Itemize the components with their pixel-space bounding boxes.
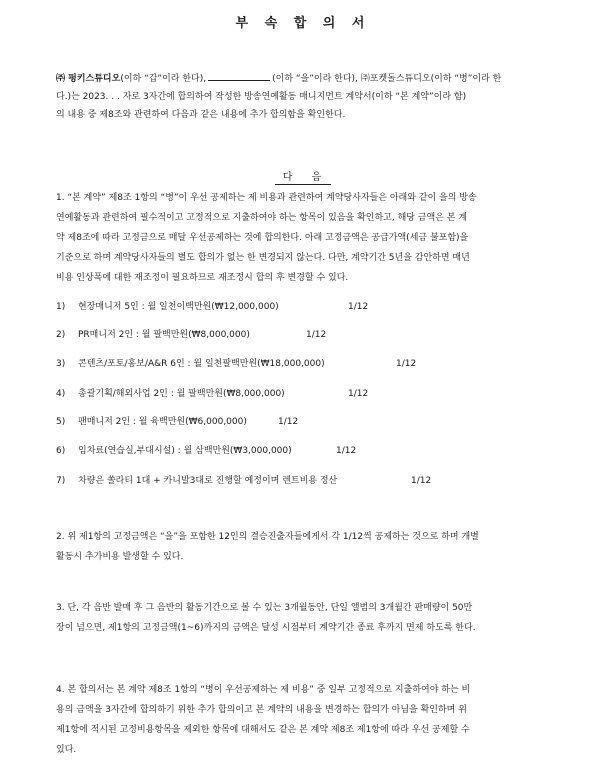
section-3 (56, 598, 576, 638)
item-number: 5) (56, 417, 66, 427)
list-item (56, 444, 576, 458)
section-1 (56, 188, 576, 288)
section-3-line: 장이 넘으면, 제1항의 고정금액(1~6)까지의 금액은 달성 시점부터 계약기간 종료 후까지 면제 하도록 한다. (56, 623, 476, 633)
intro-line-3: 의 내용 중 제8조와 관련하여 다음과 같은 내용에 추가 합의함을 확인한다. (56, 110, 346, 120)
item-number: 7) (56, 476, 66, 486)
party-b-blank (208, 70, 270, 81)
item-share: 1/12 (411, 476, 432, 486)
section-3-line: 3. 단, 각 음반 발매 후 그 음반의 활동기간으로 볼 수 있는 3개월동안, 단일 앨범의 3개월간 판매량이 50만 (56, 603, 473, 613)
section-1-line: 약 제8조에 따라 고정금으로 매달 우선공제하는 것에 합의한다. 아래 고정금액은 공급가액(세금 불포함)을 (56, 233, 469, 243)
section-4-line: 제1항에 적시된 고정비용항목을 제외한 항목에 대해서도 같은 본 계약 제8조 제1항에 따라 우선 공제할 수 (56, 725, 470, 735)
item-text: 팬매니저 2인 : 월 육백만원(₩6,000,000) (78, 417, 247, 427)
item-share: 1/12 (336, 446, 357, 456)
section-1-line: 연예활동과 관련하여 필수적이고 고정적으로 지출하여야 하는 항목이 있음을 확인하고, 해당 금액은 본 계 (56, 213, 468, 223)
blank-suffix: (이하 “을”이라 한다), ㈜포켓돌스튜디오(이하 “병”이라 한 (272, 74, 502, 84)
section-4-line: 4. 본 합의서는 본 계약 제8조 1항의 “병이 우선공제하는 제 비용” 중 일부 고정적으로 지출하여야 하는 비 (56, 685, 471, 695)
section-2-line: 2. 위 제1항의 고정금액은 “을”을 포함한 12인의 결승진출자들에게서 각 1/12씩 공제하는 것으로 하며 개별 (56, 532, 479, 542)
item-text: 콘텐츠/포토/홍보/A&R 6인 : 월 일천팔백만원(₩18,000,000) (78, 359, 325, 369)
intro-paragraph (56, 70, 576, 124)
list-item (56, 474, 576, 488)
list-item (56, 357, 576, 371)
item-text: 임차료(연습실,부대시설) : 월 삼백만원(₩3,000,000) (78, 446, 292, 456)
subtitle-text: 다 음 (275, 172, 332, 185)
section-2 (56, 527, 576, 567)
list-item (56, 328, 576, 342)
item-text: 현장매니저 5인 : 월 일천이백만원(₩12,000,000) (78, 302, 279, 312)
section-2-line: 활동시 추가비용 발생할 수 있다. (56, 552, 184, 562)
item-share: 1/12 (278, 417, 299, 427)
company-a-name: ㈜ 펑키스튜디오 (56, 74, 121, 84)
item-share: 1/12 (348, 302, 369, 312)
intro-line-1 (56, 70, 576, 88)
item-share: 1/12 (396, 359, 417, 369)
item-text: 차량은 쏠라티 1대 + 카니발3대로 진행할 예정이며 렌트비용 정산 (78, 476, 338, 486)
document-title: 부 속 합 의 서 (235, 16, 371, 31)
item-share: 1/12 (306, 330, 327, 340)
list-item (56, 300, 576, 314)
item-text: 총괄기획/해외사업 2인 : 월 팔백만원(₩8,000,000) (78, 389, 285, 399)
subtitle (0, 168, 606, 183)
item-text: PR매니저 2인 : 월 팔백만원(₩8,000,000) (78, 330, 250, 340)
section-1-line: 1. “본 계약” 제8조 1항의 “병”이 우선 공제하는 제 비용과 관련하여 계약당사자들은 아래와 같이 을의 방송 (56, 193, 477, 203)
item-number: 6) (56, 446, 66, 456)
item-number: 3) (56, 359, 66, 369)
section-1-line: 기준으로 하며 계약당사자들의 별도 합의가 없는 한 변경되지 않는다. 다만, 계약기간 5년을 감안하면 매년 (56, 253, 470, 263)
item-number: 4) (56, 389, 66, 399)
list-item (56, 415, 576, 429)
intro-line-2: 다.)는 2023. . . 자로 3자간에 합의하여 작성한 방송연예활동 매니지먼트 계약서(이하 “본 계약”이라 함) (56, 92, 467, 102)
item-number: 1) (56, 302, 66, 312)
section-4-line: 있다. (56, 745, 77, 755)
list-item (56, 387, 576, 401)
section-4 (56, 680, 576, 760)
section-1-line: 비용 인상폭에 대한 재조정이 필요하므로 재조정시 합의 후 변경할 수 있다. (56, 273, 349, 283)
item-number: 2) (56, 330, 66, 340)
item-share: 1/12 (348, 389, 369, 399)
section-4-line: 용의 금액을 3자간에 합의하기 위한 추가 합의이고 본 계약의 내용을 변경하는 합의가 아님을 확인하며 위 (56, 705, 467, 715)
company-a-suffix: (이하 “갑”이라 한다), (120, 74, 207, 84)
